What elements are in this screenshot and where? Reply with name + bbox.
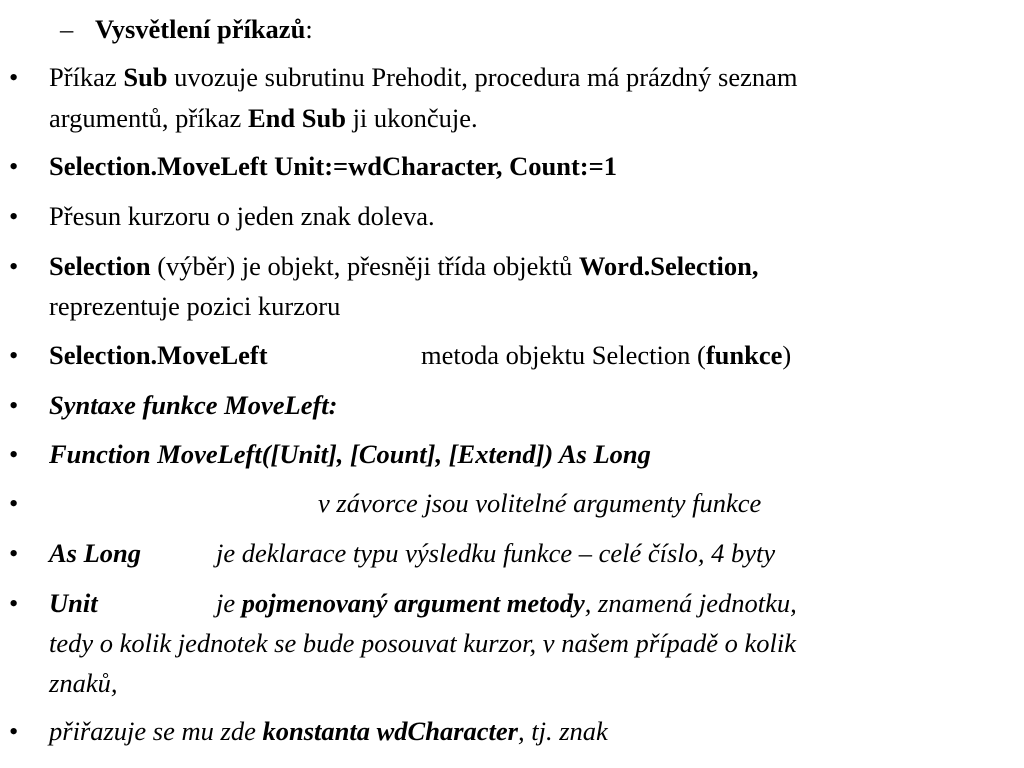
text-run: tedy o kolik jednotek se bude posouvat kurzor, v našem případě o kolik <box>49 628 796 658</box>
bullet-marker: • <box>9 340 19 370</box>
method-description <box>421 337 791 374</box>
named-argument-term: pojmenovaný argument metody <box>241 588 585 618</box>
text-run: argumentů, příkaz <box>49 103 248 133</box>
text-run: Příkaz <box>49 62 124 92</box>
text-run: reprezentuje pozici kurzoru <box>49 291 341 321</box>
text-line <box>49 288 1016 325</box>
optional-args-note: v závorce jsou volitelné argumenty funkce <box>318 488 762 518</box>
text-run: znaků, <box>49 668 118 698</box>
text-line <box>49 436 1016 473</box>
text-line <box>49 713 1016 750</box>
text-line <box>49 148 1016 185</box>
function-signature: Function MoveLeft([Unit], [Count], [Extend]) As Long <box>49 439 651 469</box>
text-run: ji ukončuje. <box>345 103 478 133</box>
bullet-marker: • <box>9 439 19 469</box>
keyword-selection-moveleft: Selection.MoveLeft <box>49 340 268 370</box>
text-run: , znamená jednotku, <box>584 588 797 618</box>
text-line <box>49 198 1016 235</box>
text-run: uvozuje subrutinu Prehodit, procedura má prázdný seznam <box>167 62 798 92</box>
bullet-marker: • <box>9 538 19 568</box>
keyword-wdcharacter: konstanta wdCharacter <box>262 716 518 746</box>
bullet-marker: • <box>9 151 19 181</box>
code-statement: Selection.MoveLeft Unit:=wdCharacter, Count:=1 <box>49 151 617 181</box>
dash-marker: – <box>60 14 74 44</box>
text-line <box>49 387 1016 424</box>
text-line <box>49 665 1016 702</box>
keyword-as-long: As Long <box>49 538 142 568</box>
keyword-word-selection: Word.Selection, <box>578 251 759 281</box>
text-run: ) <box>782 340 792 370</box>
text-run: přiřazuje se mu zde <box>49 716 263 746</box>
text-run: je <box>216 588 242 618</box>
syntax-label: Syntaxe funkce MoveLeft: <box>49 390 338 420</box>
text-line <box>49 585 1016 622</box>
text-line <box>49 100 1016 137</box>
as-long-description: je deklarace typu výsledku funkce – celé číslo, 4 byty <box>216 538 776 568</box>
heading-colon: : <box>305 14 313 44</box>
text-run: , tj. znak <box>517 716 608 746</box>
text-line <box>49 535 1016 572</box>
bullet-marker: • <box>9 62 19 92</box>
text-run: (výběr) je objekt, přesněji třída objektů <box>150 251 579 281</box>
keyword-unit: Unit <box>49 588 98 618</box>
keyword-end-sub: End Sub <box>247 103 346 133</box>
bullet-marker: • <box>9 488 19 518</box>
text-line <box>49 248 1016 285</box>
keyword-sub: Sub <box>123 62 168 92</box>
text-line <box>49 59 1016 96</box>
bullet-marker: • <box>9 588 19 618</box>
bullet-marker: • <box>9 716 19 746</box>
text-run: Přesun kurzoru o jeden znak doleva. <box>49 201 435 231</box>
bullet-marker: • <box>9 201 19 231</box>
heading-title-bold: Vysvětlení příkazů <box>95 14 306 44</box>
keyword-funkce: funkce <box>705 340 783 370</box>
keyword-selection: Selection <box>49 251 151 281</box>
bullet-marker: • <box>9 390 19 420</box>
text-run: metoda objektu Selection ( <box>421 340 706 370</box>
heading-title <box>95 11 313 48</box>
text-line <box>49 625 1016 662</box>
bullet-marker: • <box>9 251 19 281</box>
text-line <box>49 337 1016 374</box>
